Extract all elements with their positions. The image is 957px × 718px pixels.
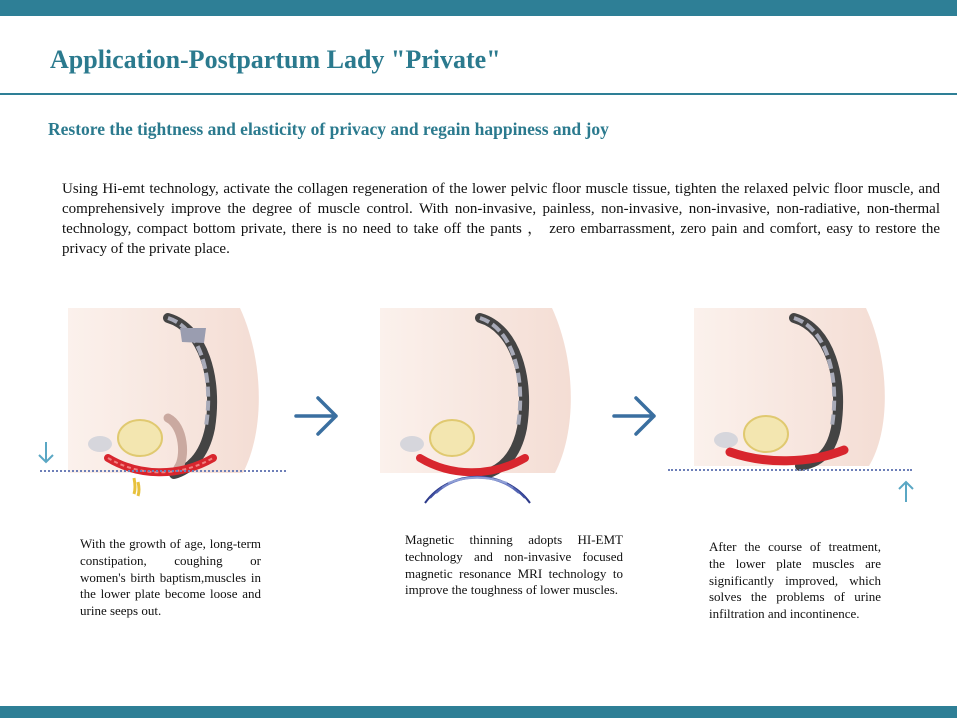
pelvis-before-image: [28, 298, 268, 530]
bottom-accent-bar: [0, 706, 957, 718]
pelvic-illustration-before: [28, 298, 268, 530]
arrow-up-icon: [896, 478, 916, 504]
intro-paragraph: Using Hi-emt technology, activate the collagen regeneration of the lower pelvic floor muscle tissue, tighten the relaxed pelvic floor muscle, and comprehensively improve the degree of muscle control. With non-invasive, painless, non-invasive, non-invasive, non-radiative, non-thermal technology, compact bottom private, there is no need to take off the pants ， zero embarrassment, zero pain and comfort, easy to restore the privacy of the private place.: [62, 181, 940, 257]
arrow-down-icon: [36, 440, 56, 466]
pelvic-illustration-treatment: [370, 298, 610, 530]
baseline-guide-after: [668, 469, 912, 471]
baseline-guide-before: [40, 470, 286, 472]
title-divider: [0, 93, 957, 95]
caption-after: After the course of treatment, the lower plate muscles are significantly improved, which solves the problems of urine infiltration and incontinence.: [709, 539, 881, 622]
pelvis-treatment-image: [370, 298, 610, 530]
page-title: Application-Postpartum Lady "Private": [50, 45, 501, 74]
pelvic-illustration-after: [684, 298, 924, 530]
arrow-right-icon: [610, 393, 660, 439]
caption-treatment: Magnetic thinning adopts HI-EMT technology and non-invasive focused magnetic resonance MRI technology to improve the toughness of lower muscles.: [405, 532, 623, 598]
top-accent-bar: [0, 0, 957, 16]
pelvis-after-image: [684, 298, 924, 530]
page-subtitle: Restore the tightness and elasticity of privacy and regain happiness and joy: [48, 119, 609, 139]
caption-before: With the growth of age, long-term constipation, coughing or women's birth baptism,muscles in the lower plate become loose and urine seeps out.: [80, 536, 261, 619]
arrow-right-icon: [292, 393, 342, 439]
